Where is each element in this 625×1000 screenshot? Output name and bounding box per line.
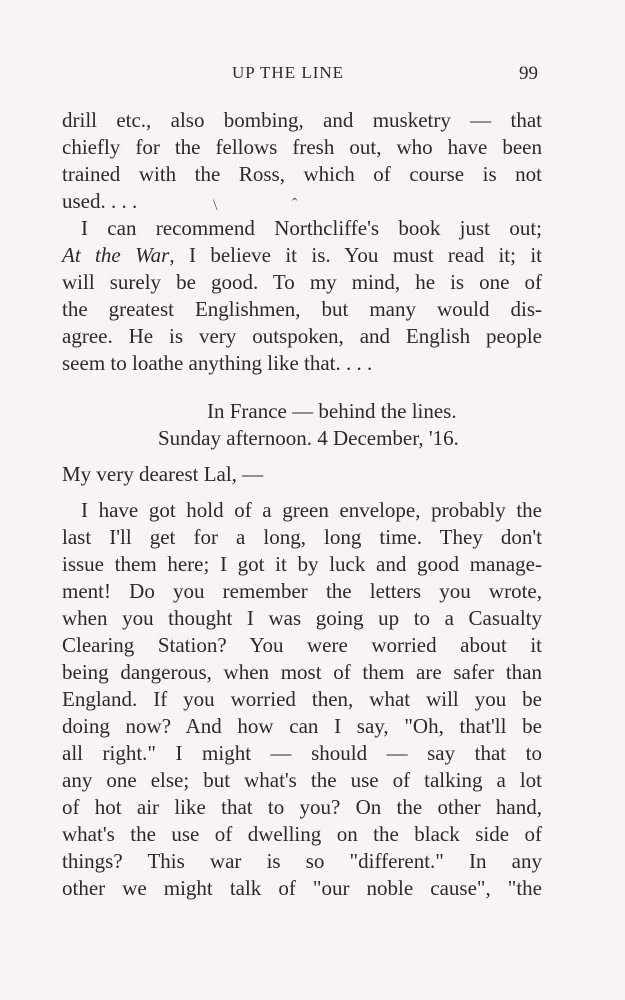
book-title: At the War: [62, 243, 170, 267]
pencil-mark: ˆ: [292, 196, 298, 213]
text-line: [62, 242, 542, 268]
text-line: being dangerous, when most of them are safer than: [62, 660, 542, 684]
pencil-mark: \: [213, 197, 218, 214]
text-line: seem to loathe anything like that. . . .: [62, 351, 373, 375]
text-line: I have got hold of a green envelope, probably the: [81, 498, 542, 522]
text-line: any one else; but what's the use of talking a lot: [62, 768, 542, 792]
text-line: England. If you worried then, what will you be: [62, 687, 542, 711]
page-header: [0, 63, 625, 87]
text-line: I can recommend Northcliffe's book just out;: [81, 216, 542, 240]
text-line: will surely be good. To my mind, he is one of: [62, 270, 542, 294]
text-line: things? This war is so "different." In any: [62, 849, 542, 873]
text-line: trained with the Ross, which of course is not: [62, 162, 542, 186]
text-line: drill etc., also bombing, and musketry — that: [62, 108, 542, 132]
text-line: agree. He is very outspoken, and English people: [62, 324, 542, 348]
text-line: what's the use of dwelling on the black side of: [62, 822, 542, 846]
text-line: the greatest Englishmen, but many would dis-: [62, 297, 542, 321]
text-line: doing now? And how can I say, "Oh, that'll be: [62, 714, 542, 738]
text-line: Clearing Station? You were worried about it: [62, 633, 542, 657]
text-line: all right." I might — should — say that to: [62, 741, 542, 765]
salutation: My very dearest Lal, —: [62, 462, 264, 486]
text-line: other we might talk of "our noble cause", "the: [62, 876, 542, 900]
text-line: used. . . .: [62, 189, 138, 213]
text-line: issue them here; I got it by luck and good manage-: [62, 552, 542, 576]
text-line: last I'll get for a long, long time. They don't: [62, 525, 542, 549]
dateline-date: Sunday afternoon. 4 December, '16.: [158, 426, 459, 450]
text-line: when you thought I was going up to a Casualty: [62, 606, 542, 630]
text-line: ment! Do you remember the letters you wrote,: [62, 579, 542, 603]
page-number: 99: [519, 63, 538, 84]
text-line: of hot air like that to you? On the other hand,: [62, 795, 542, 819]
text-line: chiefly for the fellows fresh out, who have been: [62, 135, 542, 159]
text-span: , I believe it is. You must read it; it: [169, 243, 542, 267]
dateline-place: In France — behind the lines.: [207, 399, 457, 423]
running-head: UP THE LINE: [232, 63, 345, 82]
